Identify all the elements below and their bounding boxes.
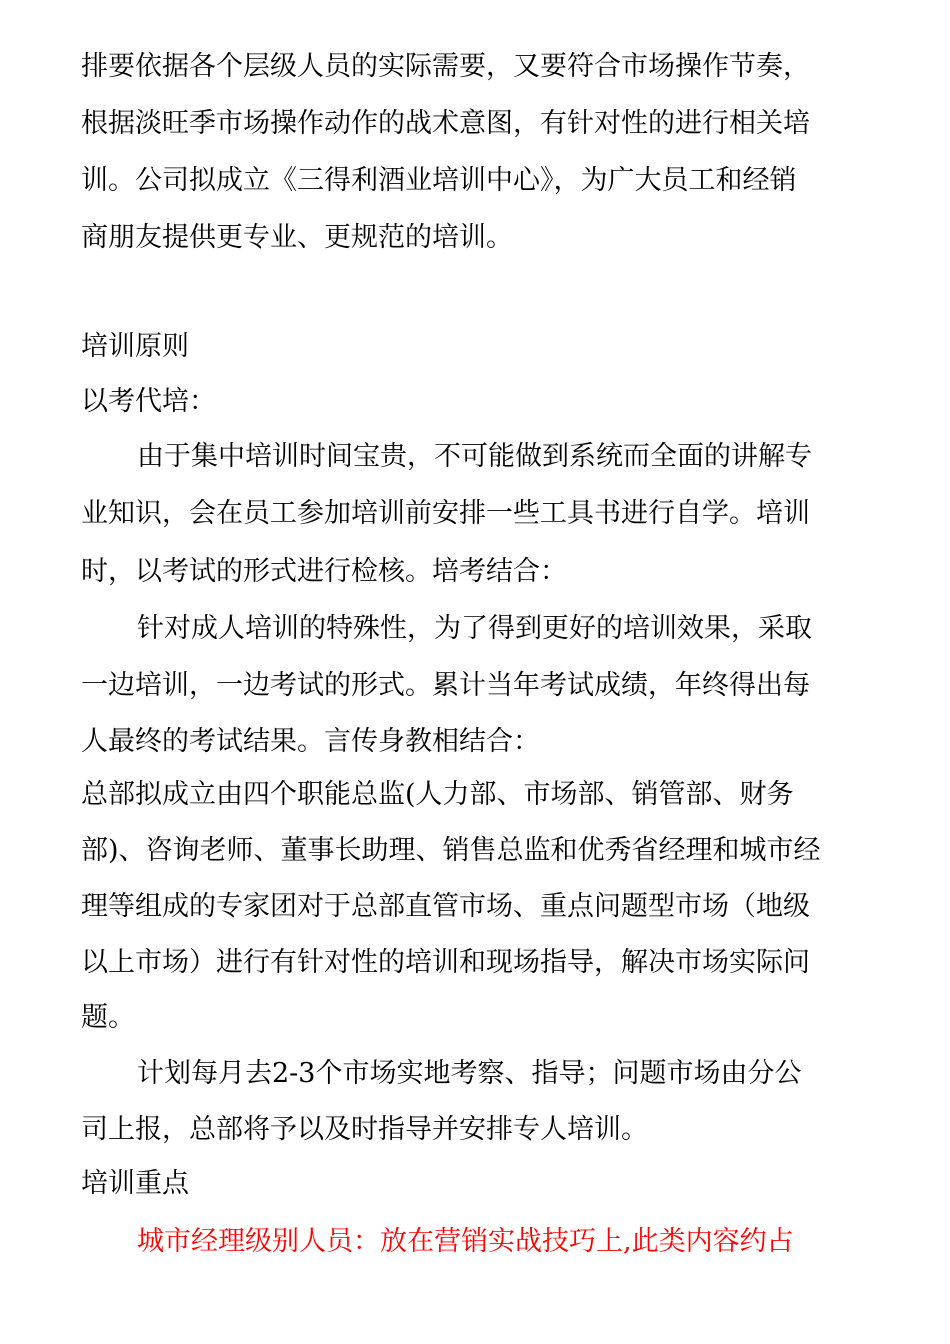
section-heading-training-principles: 培训原则 (81, 331, 189, 362)
paragraph-line: 计划每月去2-3个市场实地考察、指导；问题市场由分公 (137, 1058, 802, 1089)
highlighted-line: 城市经理级别人员：放在营销实战技巧上,此类内容约占 (137, 1226, 794, 1257)
paragraph-line: 由于集中培训时间宝贵，不可能做到系统而全面的讲解专 (137, 441, 812, 472)
section-heading-training-focus: 培训重点 (81, 1168, 189, 1199)
paragraph-line: 一边培训，一边考试的形式。累计当年考试成绩，年终得出每 (81, 670, 810, 701)
paragraph-line: 理等组成的专家团对于总部直管市场、重点问题型市场（地级 (81, 891, 810, 922)
paragraph-line: 司上报，总部将予以及时指导并安排专人培训。 (81, 1114, 648, 1145)
paragraph-line: 以上市场）进行有针对性的培训和现场指导，解决市场实际问 (81, 947, 810, 978)
paragraph-line: 排要依据各个层级人员的实际需要，又要符合市场操作节奏， (81, 51, 810, 82)
paragraph-line: 根据淡旺季市场操作动作的战术意图，有针对性的进行相关培 (81, 108, 810, 139)
paragraph-line: 训。公司拟成立《三得利酒业培训中心》，为广大员工和经销 (81, 165, 797, 196)
paragraph-line: 业知识，会在员工参加培训前安排一些工具书进行自学。培训 (81, 498, 810, 529)
paragraph-line: 总部拟成立由四个职能总监(人力部、市场部、销管部、财务 (81, 779, 794, 810)
subheading-exam-based-training: 以考代培： (81, 386, 216, 417)
paragraph-line: 题。 (81, 1002, 135, 1033)
paragraph-line: 商朋友提供更专业、更规范的培训。 (81, 222, 513, 253)
paragraph-line: 针对成人培训的特殊性，为了得到更好的培训效果，采取 (137, 613, 812, 644)
paragraph-line: 时，以考试的形式进行检核。培考结合： (81, 556, 567, 587)
paragraph-line: 人最终的考试结果。言传身教相结合： (81, 726, 540, 757)
paragraph-line: 部)、咨询老师、董事长助理、销售总监和优秀省经理和城市经 (81, 835, 821, 866)
